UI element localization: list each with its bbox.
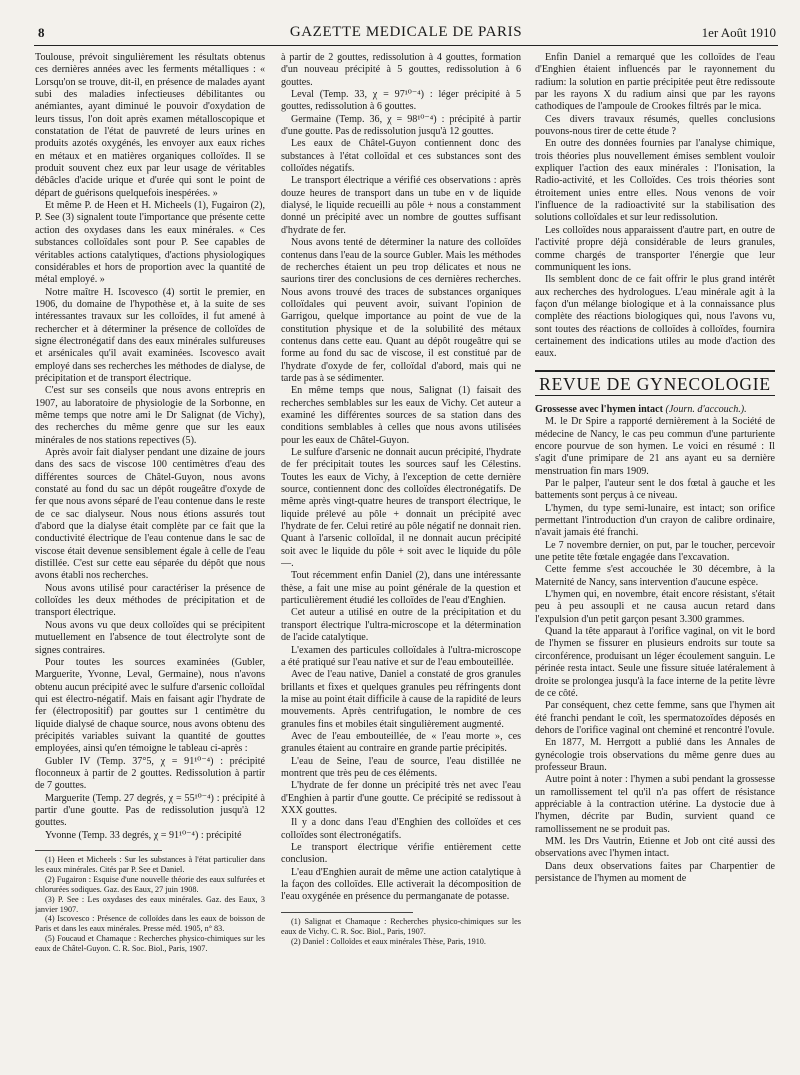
paragraph: L'hydrate de fer donne un précipité très net avec l'eau d'Enghien à partir d'une goutte. Ce précipité se redissout à XXX gouttes. [281,780,521,816]
source-result: Gubler IV (Temp. 37°5, χ = 91¹⁰⁻⁴) : précipité floconneux à partir de 2 gouttes. Redissolution à partir de 7 gouttes. [35,755,265,792]
footnote-divider [281,912,413,913]
paragraph: En 1877, M. Herrgott a publié dans les Annales de gynécologie trois observations du même genre dues au professeur Braun. [535,737,775,773]
paragraph: Autre point à noter : l'hymen a subi pendant la grossesse un ramollissement tel qu'il n'a pas offert de résistance appréciable à la contraction utérine. La dystocie due à l'hymen, décrite par Budin, survient quand ce ramollissement ne se produit pas. [535,774,775,835]
article-heading [535,404,775,416]
source-result: Yvonne (Temp. 33 degrés, χ = 91¹⁰⁻⁴) : précipité [45,829,242,841]
footnote: (3) P. See : Les oxydases des eaux minérales. Gaz. des Eaux, 3 janvier 1907. [35,894,265,914]
paragraph: Quand la tête apparaut à l'orifice vaginal, on vit le bord de l'hymen se fissurer en plusieurs endroits sur toute sa circonférence, produisant un léger écoulement sanguin. Le périnée resta intact. Seule une fissure située latéralement à droite se prolongea jusqu'à la face interne de la petite lèvre de ce côté. [535,626,775,699]
page-number: 8 [38,25,45,40]
paragraph: Toulouse, prévoit singulièrement les résultats obtenus ces dernières années avec les ferments métalliques : « Lorsqu'on se trouve, dit-il, en présence de malades ayant subi des maladies infectieuses débilitantes ou anémiantes, ayant diminué le pouvoir d'oxydation de leurs tissus, l'on doit après examen métalloscopique et constatation de l'état de pauvreté de leurs urines en produits azotés oxygénés, les envoyer aux eaux riches en métaux et en matières organiques colloïdes. Il se produit souvent chez eux par leur usage de véritables débâcles d'acide urique et d'urée qui sont le point de départ de guérisons quelquefois inespérées. » [35,52,265,199]
paragraph: C'est sur ses conseils que nous avons entrepris en 1907, au laboratoire de physiologie de la Sorbonne, en même temps que notre ami le Dr Salignat (de Vichy), des recherches du même genre que sur les eaux minérales de nos stations repectives (5). [35,385,265,446]
footnote: (4) Iscovesco : Présence de colloïdes dans les eaux de boisson de Paris et dans les eaux minérales. Presse méd. 1905, n° 83. [35,914,265,934]
paragraph: Nous avons vu que deux colloïdes qui se précipitent mutuellement en l'absence de tout électrolyte sont de signes contraires. [35,619,265,656]
paragraph: Cette femme s'est accouchée le 30 décembre, à la Maternité de Nancy, sans intervention d'aucune espèce. [535,564,775,588]
paragraph: En outre des données fournies par l'analyse chimique, trois théories plus nouvellement émises semblent vouloir expliquer l'action des eaux minérales : l'Ionisation, la Radio-activité, et les Colloïdes. Ces trois théories sont étroitement unies entre elles. Nous venons de voir l'influence de la radioactivité sur la stabilisation des solutions colloïdales et sur leur redissolution. [535,138,775,224]
paragraph: Nous avons utilisé pour caractériser la présence de colloïdes les deux méthodes de précipitation et de transport électrique. [35,582,265,619]
paragraph: L'eau d'Enghien aurait de même une action catalytique à la façon des colloïdes. Elle activerait la décomposition de l'eau oxygénée en présence du permanganate de potasse. [281,866,521,903]
column-middle [281,52,521,1062]
paragraph: Nous avons tenté de déterminer la nature des colloïdes contenus dans l'eau de la source Gubler. Mais les méthodes de recherches étaient un peu trop délicates et nous ne saurions tirer des conclusions de ces dernières recherches. Nous avons trouvé des traces de substances organiques colloïdales qui peuvent avoir, suivant l'opinion de Garrigou, quelque importance au point de vue de la constitution physique et de la solubilité des métaux contenus dans cette eau. Quant au dépôt rougeâtre qui se forme au fond du sac de viscose, il est constitué par de l'hydrate d'oxyde de fer, colloïdal d'abord, mais qui ne tarde pas à se sédimenter. [281,237,521,384]
footnote: (5) Foucaud et Chamaque : Recherches physico-chimiques sur les eaux de Châtel-Guyon. C. R. Soc. Biol., Paris, 1907. [35,934,265,954]
paragraph: Et même P. de Heen et H. Micheels (1), Fugairon (2), P. See (3) signalent toute l'importance que présente cette action des oxydases dans les eaux minérales. « Ces substances colloïdales sont pour P. See capables de véritables actions catalytiques, d'actions physiologiques considérables et hors de proportion avec la quantité de métal employé. » [35,200,265,286]
paragraph: Pour toutes les sources examinées (Gubler, Marguerite, Yvonne, Leval, Germaine), nous n'avons obtenu aucun précipité avec le sulfure d'arsenic colloïdal qui est électro-négatif. Mais en faisant agir l'hydrate de fer (électropositif) par gouttes sur 1 centimètre du liquide dialysé de chaque source, nous avons obtenu des précipités variables suivant la quantité de gouttes employées, ainsi qu'en témoigne le tableau ci-après : [35,656,265,755]
section-title: REVUE DE GYNECOLOGIE [535,370,775,396]
paragraph: Cet auteur a utilisé en outre de la précipitation et du transport électrique l'ultra-microscope et la détermination de l'acide catalytique. [281,607,521,644]
paragraph: L'examen des particules colloïdales à l'ultra-microscope a été pratiqué sur l'eau native et sur de l'eau embouteillée. [281,644,521,668]
paragraph: L'eau de Seine, l'eau de source, l'eau distillée ne montrent que très peu de ces éléments. [281,755,521,779]
paragraph: Dans deux observations faites par Charpentier de persistance de l'hymen au moment de [535,860,775,884]
journal-title: GAZETTE MEDICALE DE PARIS [289,24,523,40]
footnote: (2) Fugairon : Esquise d'une nouvelle théorie des eaux sulfurées et chlorurées sodiques. Gaz. des Eaux, 27 juin 1908. [35,874,265,894]
paragraph: Le transport électrique a vérifié ces observations : après douze heures de transport dans un tube en v de liquide dialysé, le liquide recueilli au pôle + nous a constamment donné un précipité avec un nombre de gouttes suffisant d'hydrate de fer. [281,175,521,236]
paragraph: L'hymen, du type semi-lunaire, est intact; son orifice permettant l'introduction d'un crayon de calibre ordinaire, n'avait jamais été franchi. [535,502,775,539]
paragraph: Avec de l'eau native, Daniel a constaté de gros granules brillants et fixes et quelques granules peu réfringents dont la mise au point était difficile à cause de la rapidité de leurs mouvements. Après centrifugation, le nombre de ces granules fins et mobiles était singulièrement augmenté. [281,669,521,730]
source-result: Marguerite (Temp. 27 degrés, χ = 55¹⁰⁻⁴) : précipité à partir d'une goutte. Pas de redissolution jusqu'à 12 gouttes. [35,792,265,829]
paragraph: Il y a donc dans l'eau d'Enghien des colloïdes et ces colloïdes sont électronégatifs. [281,817,521,841]
paragraph: Les eaux de Châtel-Guyon contiennent donc des substances à l'état colloïdal et ces substances sont des colloïdes négatifs. [281,138,521,175]
footnote: (2) Daniel : Colloïdes et eaux minérales Thèse, Paris, 1910. [291,936,486,946]
paragraph: Le 7 novembre dernier, on put, par le toucher, percevoir une petite tête fœtale engagée dans l'excavation. [535,539,775,564]
paragraph: Par conséquent, chez cette femme, sans que l'hymen ait été franchi pendant le coït, les spermatozoïdes déposés en dehors de l'orifice vaginal ont cheminé et rencontré l'ovule. [535,700,775,736]
paragraph: Ces divers travaux résumés, quelles conclusions pouvons-nous tirer de cette étude ? [535,113,775,138]
footnote: (1) Heen et Micheels : Sur les substances à l'état particulier dans les eaux minérales. Cités par P. See et Daniel. [35,855,265,874]
column-right [535,52,775,1062]
paragraph: Tout récemment enfin Daniel (2), dans une intéressante thèse, a fait une mise au point générale de la question et particulièrement étudié les colloïdes de l'eau d'Enghien. [281,570,521,607]
paragraph: Ils semblent donc de ce fait offrir le plus grand intérêt aux recherches des hydrologues. L'eau minérale agit à la façon d'un mélange biologique et à la connaissance plus complète des réactions biologiques qui, nous l'avons vu, sont toutes des réactions de colloïdes à colloïdes, fournira certainement des indications utiles au mode d'action des eaux. [535,274,775,360]
paragraph: Les colloïdes nous apparaissent d'autre part, en outre de l'activité propre déjà considérable de leurs granules, comme chargés de transporter l'énergie que leur communiquent les ions. [535,224,775,273]
issue-date: 1er Août 1910 [701,25,776,40]
column-left [35,52,265,1062]
source-result: Germaine (Temp. 36, χ = 98¹⁰⁻⁴) : précipité à partir d'une goutte. Pas de redissolution jusqu'à 12 gouttes. [281,113,521,138]
paragraph: Avec de l'eau embouteillée, de « l'eau morte », ces granules étaient au contraire en grande partie précipités. [281,730,521,755]
paragraph: M. le Dr Spire a rapporté dernièrement à la Société de médecine de Nancy, le cas peu commun d'une parturiente encore pourvue de son hymen. Le voici en résumé : Il s'agit d'une primipare de 21 ans ayant eu sa dernière menstruation fin mars 1909. [535,416,775,477]
source-result: Leval (Temp. 33, χ = 97¹⁰⁻⁴) : léger précipité à 5 gouttes, redissolution à 6 gouttes. [281,89,521,113]
paragraph: Par le palper, l'auteur sent le dos fœtal à gauche et les battements sont perçus à ce niveau. [535,478,775,502]
paragraph: Notre maître H. Iscovesco (4) sortit le premier, en 1906, du domaine de l'hypothèse et, à la suite de ses intéressantes travaux sur les colloïdes, il fut amené à rechercher et à déterminer la présence de colloïdes de signe électronégatif dans des eaux minérales sulfureuses et arsénicales qu'il avait examinées. Iscovesco avait employé dans ses recherches les méthodes de dialyse, de précipitation et de transport électrique. [35,286,265,384]
paragraph: L'hymen qui, en novembre, était encore résistant, s'était peu à peu assoupli et ne causa aucun retard dans l'expulsion d'un petit garçon pesant 3.300 grammes. [535,589,775,625]
paragraph: MM. les Drs Vautrin, Etienne et Job ont cité aussi des observations avec l'hymen intact. [535,835,775,860]
paragraph: Enfin Daniel a remarqué que les colloïdes de l'eau d'Enghien étaient influencés par le rayonnement du radium: la solution en partie précipitée peut être redissoute par les rayons X du radium ainsi que par les rayons cathodiques de l'ampoule de Crookes filtrés par le mica. [535,52,775,113]
paragraph: En même temps que nous, Salignat (1) faisait des recherches semblables sur les eaux de Vichy. Cet auteur a examiné les différentes sources de sa station dans des conditions semblables à celles que nous avons utilisées pour les eaux de Châtel-Guyon. [281,385,521,446]
article-title: Grossesse avec l'hymen intact [535,403,663,415]
paragraph: Après avoir fait dialyser pendant une dizaine de jours dans des sacs de viscose 100 centimètres d'eau des différentes sources de Châtel-Guyon, nous avons constaté au fond du sac un dépôt rougeâtre d'oxyde de fer que nous avons séparé de l'eau contenue dans le reste de ce sac dialyseur. Nous nous étions assurés tout d'abord que la dialyse était complète par ce fait que la conductivité électrique de l'eau contenue dans le sac de viscose était devenue sensiblement égale à celle de l'eau distillée. C'est sur cette eau séparée du dépôt que nous avons établi nos recherches. [35,447,265,582]
running-header [34,23,778,46]
paragraph: Le transport électrique vérifie entièrement cette conclusion. [281,842,521,866]
footnote-divider [35,850,162,851]
paragraph: à partir de 2 gouttes, redissolution à 4 gouttes, formation d'un nouveau précipité à 5 gouttes, redissolution à 6 gouttes. [281,52,521,88]
paragraph: Le sulfure d'arsenic ne donnait aucun précipité, l'hydrate de fer précipitait toutes les sources sauf les Célestins. Toutes les eaux de Vichy, à l'exception de cette dernière source, contiennent donc des colloïdes électronégatifs. De même après vingt-quatre heures de transport électrique, le liquide prélevé au pôle + donnait un précipité avec l'hydrate de fer. Celui retiré au pôle négatif ne donnait rien. Quant à l'arsenic colloïdal, il ne donnait aucun précipité soit avec le liquide du pôle + soit avec le liquide du pôle —. [281,447,521,570]
article-source: (Journ. d'accouch.). [665,403,747,415]
footnote: (1) Salignat et Chamaque : Recherches physico-chimiques sur les eaux de Vichy. C. R. Soc. Biol., Paris, 1907. [281,916,521,936]
